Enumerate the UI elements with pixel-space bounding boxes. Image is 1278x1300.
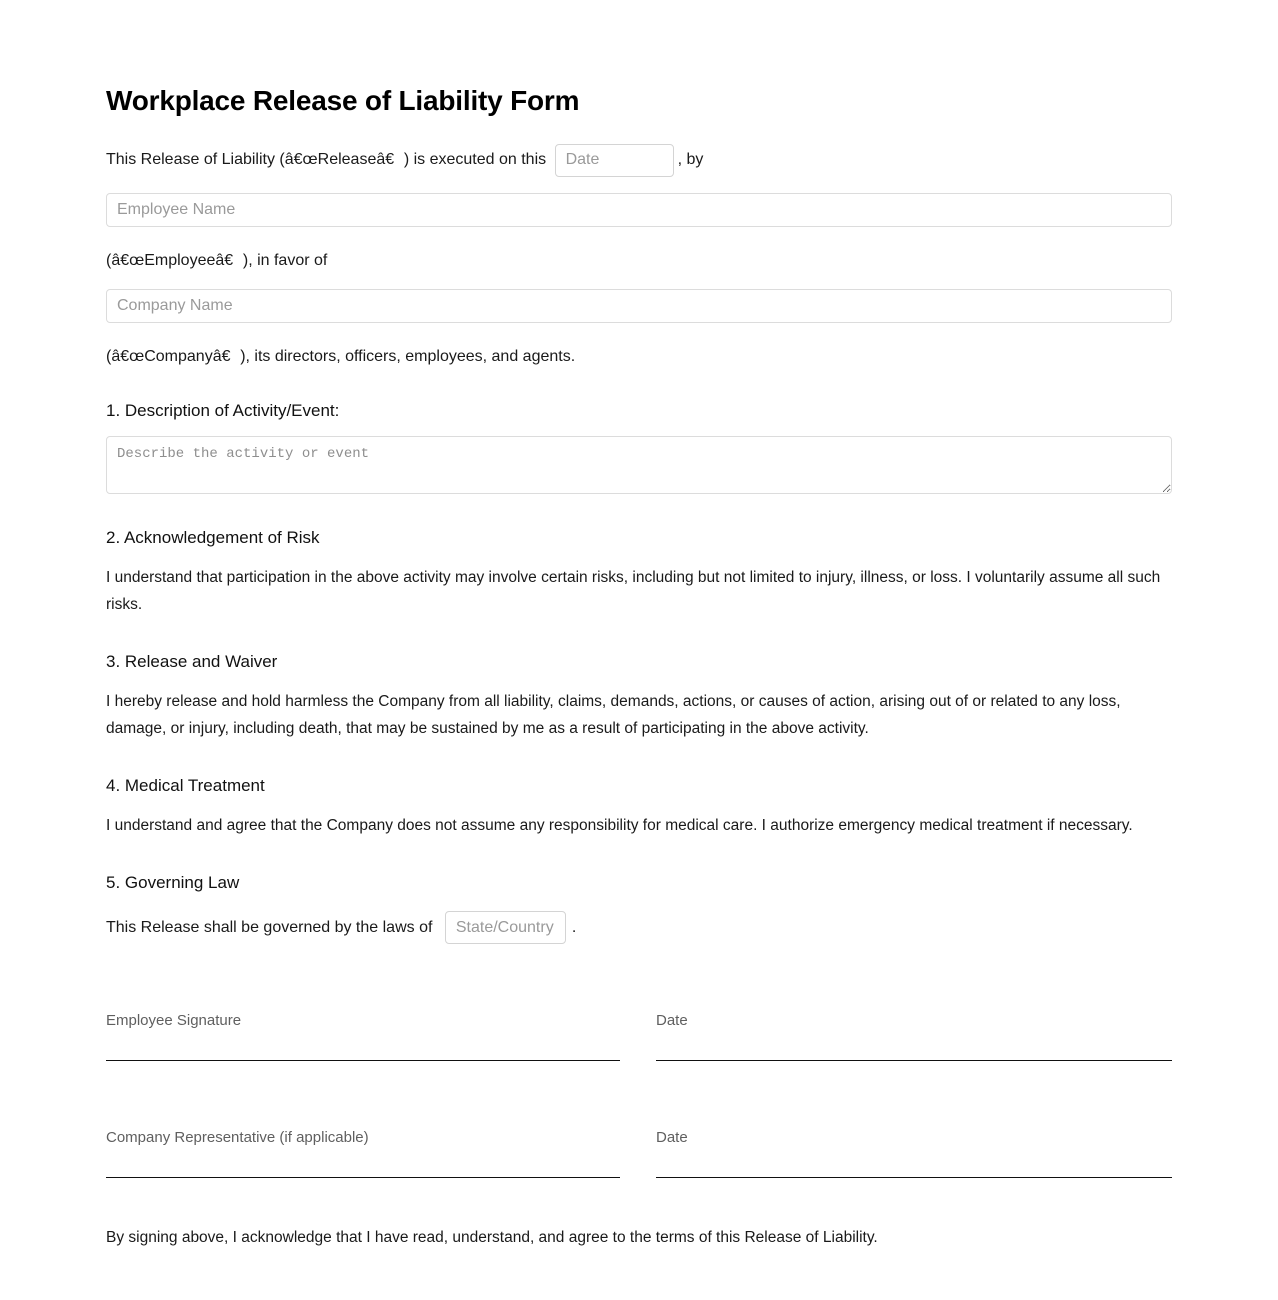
signature-line-employee[interactable] <box>106 1060 620 1061</box>
company-name-input[interactable] <box>106 289 1172 323</box>
signature-gutter <box>620 1010 656 1061</box>
signature-line-employee-date[interactable] <box>656 1060 1172 1061</box>
governing-law-text-after: . <box>571 918 577 936</box>
intro-execution-line <box>106 144 1172 177</box>
signature-cell-employee <box>106 1010 620 1061</box>
date-input[interactable] <box>555 144 674 177</box>
signature-cell-company-rep <box>106 1127 620 1178</box>
signature-line-company-rep[interactable] <box>106 1177 620 1178</box>
section-heading-release-and-waiver: 3. Release and Waiver <box>106 652 278 672</box>
signature-row-spacer-left <box>106 1061 620 1127</box>
section-heading-acknowledgement-of-risk: 2. Acknowledgement of Risk <box>106 528 320 548</box>
section-body-medical-treatment: I understand and agree that the Company does not assume any responsibility for medical care. I authorize emergency medical treatment if necessary. <box>106 817 1133 835</box>
governing-law-line <box>106 911 1172 944</box>
signature-label-company-rep: Company Representative (if applicable) <box>106 1129 369 1147</box>
signature-row-spacer-right <box>656 1061 1172 1127</box>
signature-cell-employee-date <box>656 1010 1172 1061</box>
state-country-input[interactable] <box>445 911 566 944</box>
signature-label-employee: Employee Signature <box>106 1012 242 1030</box>
signature-line-company-date[interactable] <box>656 1177 1172 1178</box>
employee-definition-text: (â€œEmployeeâ€), in favor of <box>106 251 328 269</box>
signature-gutter-2 <box>620 1127 656 1178</box>
page-title: Workplace Release of Liability Form <box>106 85 580 116</box>
governing-law-text-before: This Release shall be governed by the laws of <box>106 918 437 936</box>
footer-acknowledgement-note: By signing above, I acknowledge that I have read, understand, and agree to the terms of this Release of Liability. <box>106 1229 878 1247</box>
section-body-acknowledgement-of-risk: I understand that participation in the above activity may involve certain risks, including but not limited to injury, illness, or loss. I voluntarily assume all such risks. <box>106 569 1161 614</box>
signature-row-spacer-mid <box>620 1061 656 1127</box>
signature-block <box>106 1010 1172 1178</box>
company-definition-text: (â€œCompanyâ€), its directors, officers, employees, and agents. <box>106 347 576 365</box>
activity-description-textarea[interactable] <box>106 436 1172 494</box>
employee-name-input[interactable] <box>106 193 1172 227</box>
section-heading-governing-law: 5. Governing Law <box>106 873 240 893</box>
signature-label-company-date: Date <box>656 1129 688 1147</box>
signature-cell-company-date <box>656 1127 1172 1178</box>
section-heading-medical-treatment: 4. Medical Treatment <box>106 776 265 796</box>
section-body-release-and-waiver: I hereby release and hold harmless the Company from all liability, claims, demands, actions, or causes of action, arising out of or related to any loss, damage, or injury, including death, that may be sustained by me as a result of participating in the above activity. <box>106 693 1121 738</box>
intro-text-before-date: This Release of Liability (â€œReleaseâ€) is executed on this <box>106 151 551 169</box>
signature-label-employee-date: Date <box>656 1012 688 1030</box>
section-heading-description: 1. Description of Activity/Event: <box>106 400 340 420</box>
intro-text-after-date: , by <box>677 151 704 169</box>
